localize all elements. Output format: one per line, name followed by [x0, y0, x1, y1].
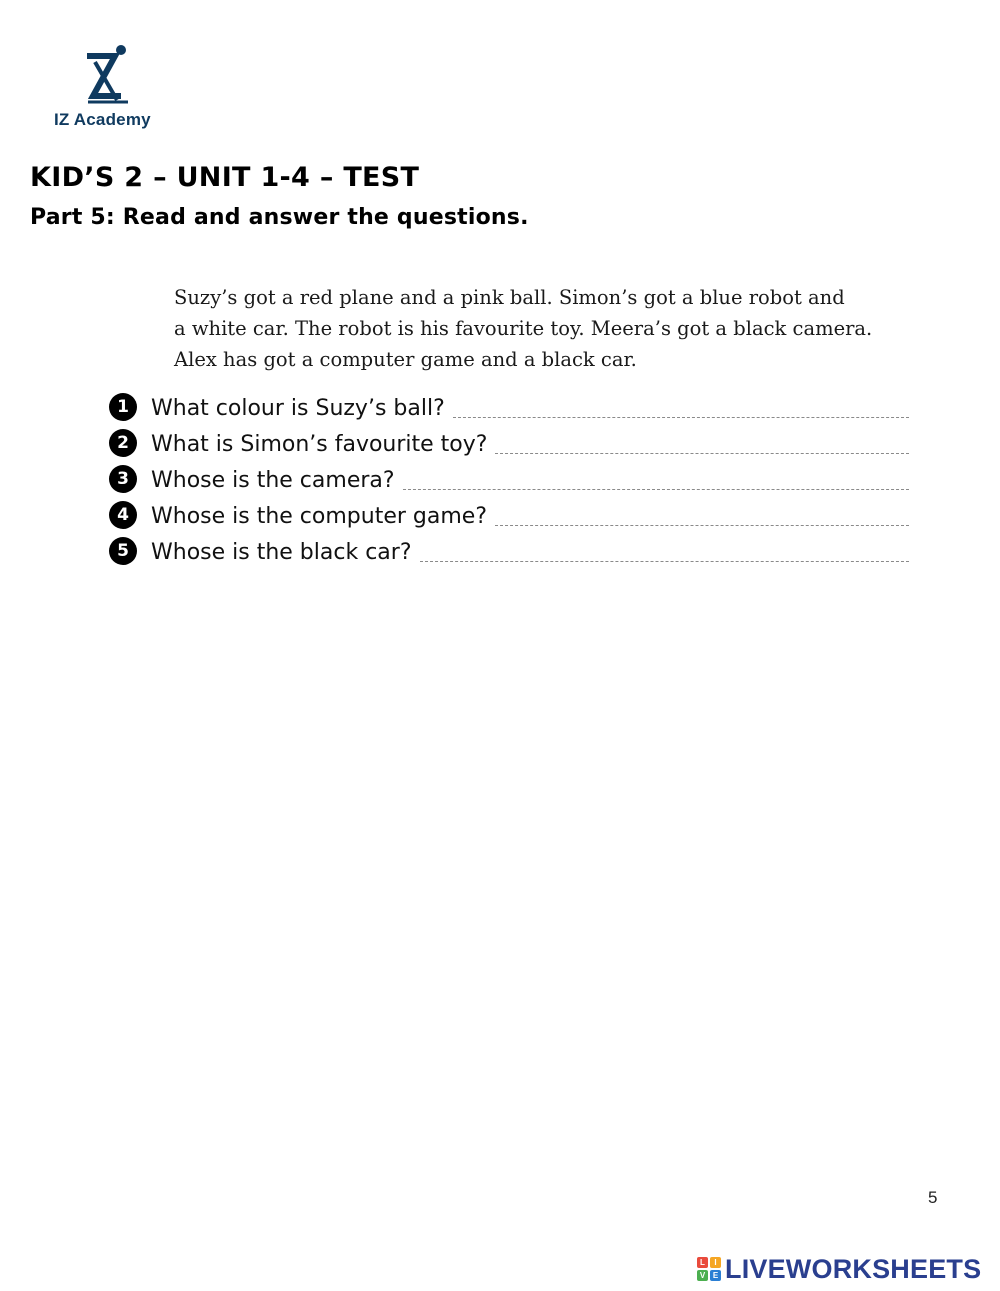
answer-field[interactable] — [495, 453, 909, 454]
liveworksheets-watermark[interactable] — [697, 1252, 981, 1286]
passage-line: a white car. The robot is his favourite toy. Meera’s got a black camera. — [174, 317, 873, 340]
question-text: Whose is the camera? — [151, 468, 395, 493]
part-instructions: Part 5: Read and answer the questions. — [30, 205, 529, 230]
page-title: KID’S 2 – UNIT 1-4 – TEST — [30, 162, 420, 193]
logo-square: V — [697, 1270, 708, 1281]
question-text: Whose is the computer game? — [151, 504, 487, 529]
answer-field[interactable] — [495, 525, 909, 526]
question-number-badge: 4 — [109, 501, 137, 529]
question-row — [109, 424, 909, 460]
watermark-text: LIVEWORKSHEETS — [725, 1253, 982, 1284]
answer-field[interactable] — [403, 489, 909, 490]
question-text: What colour is Suzy’s ball? — [151, 396, 445, 421]
question-number-badge: 5 — [109, 537, 137, 565]
passage-line: Suzy’s got a red plane and a pink ball. Simon’s got a blue robot and — [174, 286, 845, 309]
answer-field[interactable] — [420, 561, 910, 562]
iz-academy-logo — [52, 44, 172, 134]
logo-square: I — [710, 1257, 721, 1268]
passage-line: Alex has got a computer game and a black car. — [174, 348, 637, 371]
liveworksheets-logo-icon — [697, 1257, 721, 1281]
question-number-badge: 2 — [109, 429, 137, 457]
question-row — [109, 388, 909, 424]
logo-text: IZ Academy — [54, 110, 151, 129]
logo-square: E — [710, 1270, 721, 1281]
question-text: Whose is the black car? — [151, 540, 412, 565]
question-row — [109, 460, 909, 496]
answer-field[interactable] — [453, 417, 909, 418]
question-row — [109, 532, 909, 568]
question-number-badge: 3 — [109, 465, 137, 493]
question-number-badge: 1 — [109, 393, 137, 421]
question-row — [109, 496, 909, 532]
reading-passage — [174, 282, 904, 375]
question-text: What is Simon’s favourite toy? — [151, 432, 488, 457]
iz-logo-mark-icon — [84, 44, 134, 106]
question-list — [109, 388, 909, 568]
page-number: 5 — [928, 1188, 938, 1207]
logo-square: L — [697, 1257, 708, 1268]
